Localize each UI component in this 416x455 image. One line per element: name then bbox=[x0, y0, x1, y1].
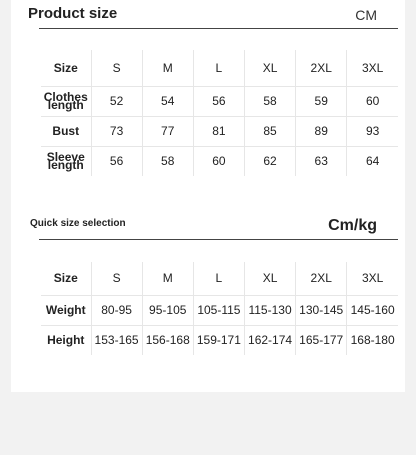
table-cell: 63 bbox=[296, 146, 347, 176]
table-cell: 153-165 bbox=[91, 325, 142, 355]
product-size-divider bbox=[39, 28, 398, 29]
table-row bbox=[41, 295, 398, 325]
table-header-row bbox=[41, 262, 398, 295]
table-row bbox=[41, 325, 398, 355]
header-cell: 3XL bbox=[347, 262, 398, 295]
row-label: Sleeve length bbox=[46, 150, 85, 173]
table-cell: 56 bbox=[91, 146, 142, 176]
table-cell: 77 bbox=[142, 116, 193, 146]
quick-selection-unit: Cm/kg bbox=[328, 217, 377, 234]
header-cell: L bbox=[193, 50, 244, 86]
table-cell: 85 bbox=[244, 116, 295, 146]
table-cell: 59 bbox=[296, 86, 347, 116]
table-cell: 145-160 bbox=[347, 295, 398, 325]
table-cell: 56 bbox=[193, 86, 244, 116]
table-header-row bbox=[41, 50, 398, 86]
table-cell: 60 bbox=[193, 146, 244, 176]
table-row bbox=[41, 86, 398, 116]
table-cell: 52 bbox=[91, 86, 142, 116]
product-size-unit: CM bbox=[355, 7, 377, 23]
table-cell: 105-115 bbox=[193, 295, 244, 325]
table-row bbox=[41, 116, 398, 146]
header-cell: 3XL bbox=[347, 50, 398, 86]
row-label: Bust bbox=[41, 116, 91, 146]
table-cell: 58 bbox=[244, 86, 295, 116]
table-cell: 93 bbox=[347, 116, 398, 146]
header-cell: L bbox=[193, 262, 244, 295]
header-cell: M bbox=[142, 262, 193, 295]
header-cell: Size bbox=[41, 262, 91, 295]
table-cell: 89 bbox=[296, 116, 347, 146]
header-cell: 2XL bbox=[296, 50, 347, 86]
table-cell: 80-95 bbox=[91, 295, 142, 325]
table-cell: 159-171 bbox=[193, 325, 244, 355]
row-label: Height bbox=[47, 333, 85, 348]
header-cell: Size bbox=[41, 50, 91, 86]
product-size-table bbox=[41, 50, 398, 176]
table-cell: 115-130 bbox=[244, 295, 295, 325]
quick-selection-divider bbox=[39, 239, 398, 240]
table-cell: 54 bbox=[142, 86, 193, 116]
table-cell: 130-145 bbox=[296, 295, 347, 325]
header-cell: S bbox=[91, 50, 142, 86]
header-cell: 2XL bbox=[296, 262, 347, 295]
table-cell: 58 bbox=[142, 146, 193, 176]
table-cell: 62 bbox=[244, 146, 295, 176]
table-cell: 156-168 bbox=[142, 325, 193, 355]
product-size-title: Product size bbox=[28, 5, 118, 22]
size-chart-card bbox=[11, 0, 405, 392]
header-cell: M bbox=[142, 50, 193, 86]
table-cell: 95-105 bbox=[142, 295, 193, 325]
table-cell: 168-180 bbox=[347, 325, 398, 355]
table-cell: 165-177 bbox=[296, 325, 347, 355]
header-cell: S bbox=[91, 262, 142, 295]
header-cell: XL bbox=[244, 262, 295, 295]
quick-selection-title: Quick size selection bbox=[30, 218, 126, 229]
table-cell: 81 bbox=[193, 116, 244, 146]
table-cell: 162-174 bbox=[244, 325, 295, 355]
row-label: Clothes length bbox=[41, 86, 91, 116]
table-cell: 60 bbox=[347, 86, 398, 116]
row-label: Weight bbox=[41, 295, 91, 325]
table-cell: 73 bbox=[91, 116, 142, 146]
table-row bbox=[41, 146, 398, 176]
header-cell: XL bbox=[244, 50, 295, 86]
quick-selection-table bbox=[41, 262, 398, 355]
table-cell: 64 bbox=[347, 146, 398, 176]
